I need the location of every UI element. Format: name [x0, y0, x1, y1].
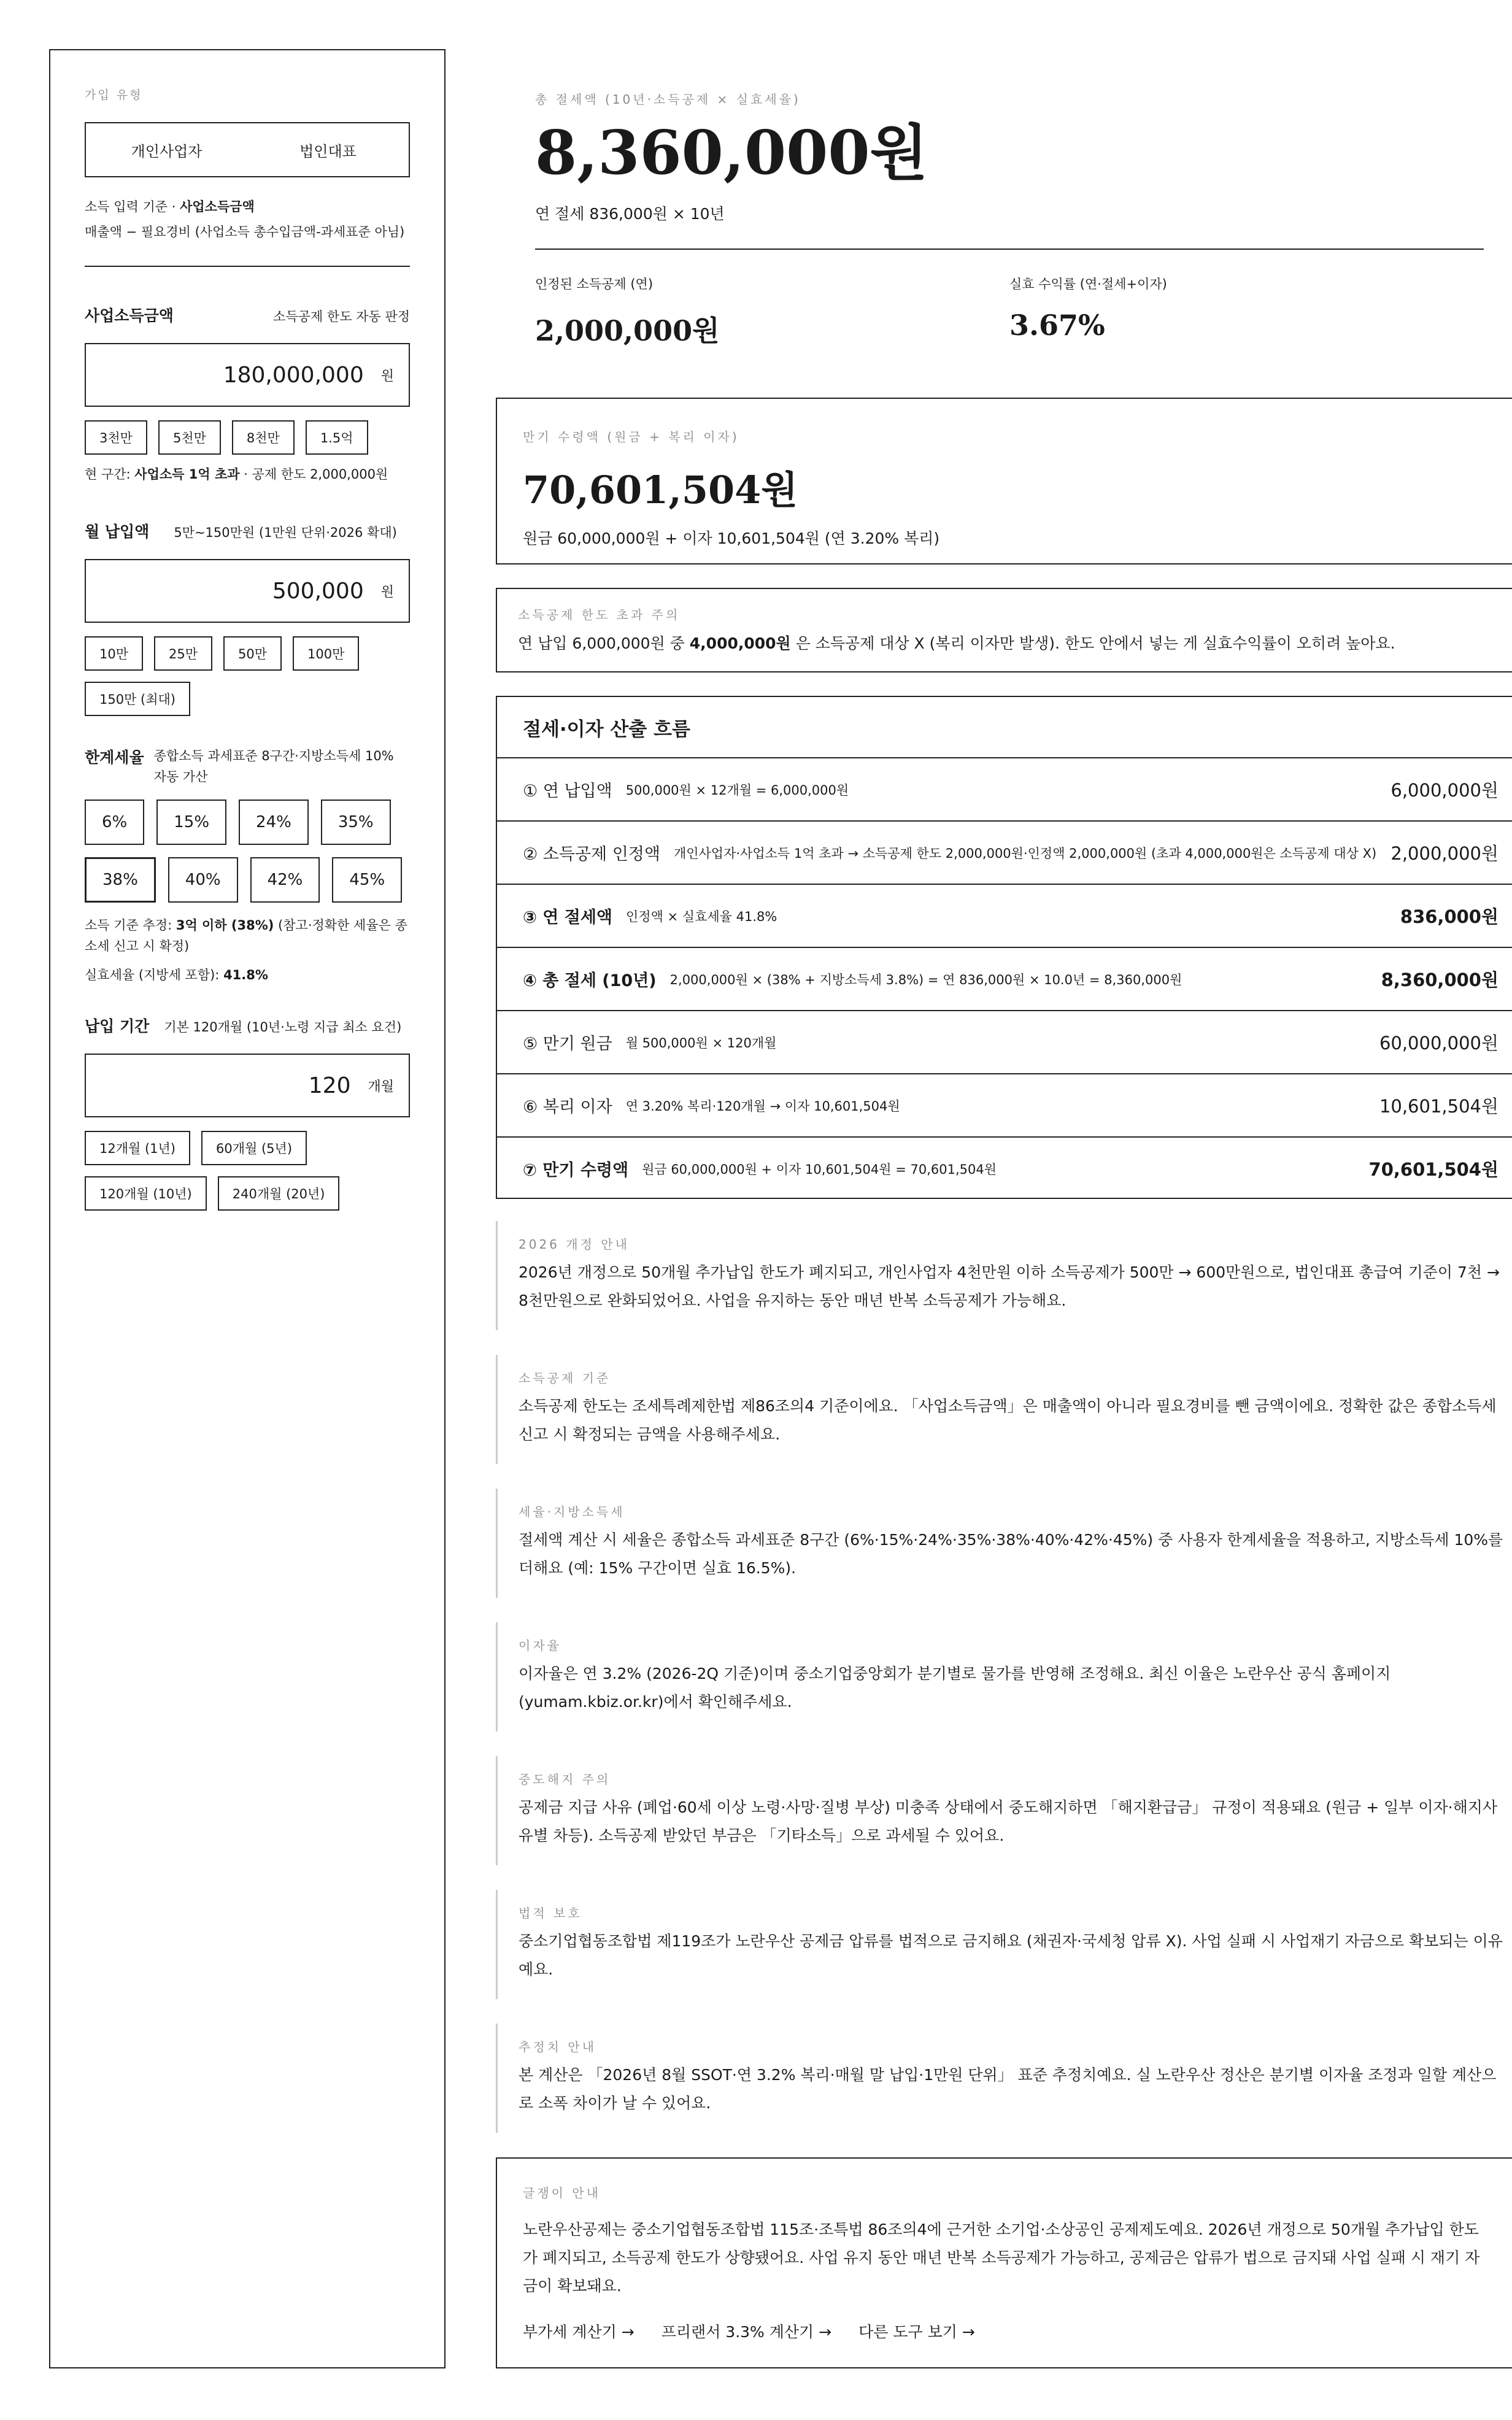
monthly-presets	[85, 636, 410, 716]
period-preset-60[interactable]: 60개월 (5년)	[201, 1131, 307, 1165]
rate-option-35[interactable]: 35%	[321, 800, 391, 845]
note-body: 2026년 개정으로 50개월 추가납입 한도가 폐지되고, 개인사업자 4천만원 이하 소득공제가 500만 → 600만원으로, 법인대표 총급여 기준이 7천 → 8천만원으로 완화되었어요. 사업을 유지하는 동안 매년 반복 소득공제가 가능해요.	[519, 1263, 1500, 1309]
total-saving-detail: 연 절세 836,000원 × 10년	[535, 205, 725, 223]
monthly-value: 500,000	[272, 578, 364, 604]
flow-row-name: ④ 총 절세 (10년)	[523, 971, 657, 990]
summary-divider	[535, 249, 1484, 250]
total-saving-label: 총 절세액 (10년·소득공제 × 실효세율)	[535, 92, 801, 107]
flow-row-detail: 개인사업자·사업소득 1억 초과 → 소득공제 한도 2,000,000원·인정액 2,000,000원 (초과 4,000,000원은 소득공제 대상 X)	[673, 846, 1377, 861]
note-body: 이자율은 연 3.2% (2026-2Q 기준)이며 중소기업중앙회가 분기별로 물가를 반영해 조정해요. 최신 이율은 노란우산 공식 홈페이지 (yumam.kbiz.or.kr)에서 확인해주세요.	[519, 1665, 1391, 1711]
flow-row-name: ① 연 납입액	[523, 782, 612, 801]
income-unit: 원	[380, 368, 394, 384]
flow-row-detail: 2,000,000원 × (38% + 지방소득세 3.8%) = 연 836,000원 × 10.0년 = 8,360,000원	[669, 972, 1182, 987]
flow-title: 절세·이자 산출 흐름	[523, 718, 690, 741]
rate-hint: 종합소득 과세표준 8구간·지방소득세 10% 자동 가산	[153, 749, 394, 784]
flow-row-deduction-recognized	[497, 820, 1512, 884]
writer-guide-card	[496, 2157, 1512, 2368]
yield-kpi	[1009, 274, 1484, 349]
join-type-corporate-option[interactable]: 법인대표	[299, 142, 357, 160]
period-preset-120[interactable]: 120개월 (10년)	[85, 1176, 207, 1211]
period-preset-12[interactable]: 12개월 (1년)	[85, 1131, 190, 1165]
flow-row-value: 10,601,504원	[1379, 1096, 1498, 1117]
rate-options	[85, 800, 410, 903]
income-hint: 소득공제 한도 자동 판정	[273, 309, 410, 324]
period-hint: 기본 120개월 (10년·노령 지급 최소 요건)	[164, 1020, 402, 1035]
flow-row-annual-payment	[497, 757, 1512, 820]
effective-bold: 41.8%	[223, 968, 268, 982]
note-body: 중소기업협동조합법 제119조가 노란우산 공제금 압류를 법적으로 금지해요 (채권자·국세청 압류 X). 사업 실패 시 사업재기 자금으로 확보되는 이유예요.	[519, 1932, 1503, 1978]
estimate-bold: 3억 이하 (38%)	[176, 918, 274, 933]
note-interest-rate	[496, 1622, 1508, 1732]
total-saving-value: 8,360,000원	[535, 118, 928, 188]
monthly-preset-100k[interactable]: 10만	[85, 636, 143, 671]
maturity-value: 70,601,504원	[523, 468, 798, 512]
monthly-label: 월 납입액	[85, 523, 150, 541]
join-type-toggle	[85, 122, 410, 177]
note-deduction-basis	[496, 1355, 1508, 1464]
flow-row-maturity-total	[497, 1136, 1512, 1200]
rate-label: 한계세율	[85, 749, 144, 766]
note-body: 공제금 지급 사유 (폐업·60세 이상 노령·사망·질병 부상) 미충족 상태에서 중도해지하면 「해지환급금」 규정이 적용돼요 (원금 + 일부 이자·해지사유별 차등). 소득공제 받았던 부금은 「기타소득」으로 과세될 수 있어요.	[519, 1798, 1498, 1844]
note-heading: 세율·지방소득세	[519, 1505, 625, 1519]
rate-option-45[interactable]: 45%	[332, 857, 402, 903]
flow-row-principal	[497, 1010, 1512, 1073]
note-heading: 2026 개정 안내	[519, 1237, 630, 1252]
estimate-suffix: (참고·정확한 세율은 종소세 신고 시 확정)	[85, 918, 407, 954]
income-field-header	[85, 304, 410, 326]
bracket-bold: 사업소득 1억 초과	[134, 467, 240, 482]
note-early-termination	[496, 1756, 1508, 1865]
deduction-value: 2,000,000원	[535, 314, 720, 347]
note-tax-rate	[496, 1489, 1508, 1598]
warning-prefix: 연 납입 6,000,000원 중	[518, 634, 690, 652]
flow-row-detail: 500,000원 × 12개월 = 6,000,000원	[625, 782, 849, 798]
guide-label: 글쟁이 안내	[523, 2186, 601, 2200]
flow-row-detail: 연 3.20% 복리·120개월 → 이자 10,601,504원	[625, 1098, 900, 1114]
rate-option-15[interactable]: 15%	[156, 800, 226, 845]
monthly-hint: 5만~150만원 (1만원 단위·2026 확대)	[174, 525, 397, 540]
flow-row-detail: 인정액 × 실효세율 41.8%	[626, 909, 777, 924]
flow-row-value: 2,000,000원	[1390, 843, 1498, 864]
rate-estimate-note	[85, 915, 410, 957]
bracket-prefix: 현 구간:	[85, 467, 135, 482]
income-value: 180,000,000	[223, 362, 364, 388]
effective-rate-note	[85, 960, 410, 990]
warning-bold: 4,000,000원	[689, 634, 791, 652]
calculator-input-panel	[49, 49, 446, 2368]
note-2026-revision	[496, 1221, 1508, 1330]
income-presets	[85, 420, 410, 455]
divider	[85, 266, 410, 267]
income-preset-80m[interactable]: 8천만	[232, 420, 295, 455]
vat-calculator-link[interactable]: 부가세 계산기 →	[523, 2323, 634, 2341]
income-basis-prefix: 소득 입력 기준 ·	[85, 199, 180, 214]
flow-row-detail: 원금 60,000,000원 + 이자 10,601,504원 = 70,601,504원	[642, 1162, 997, 1177]
flow-row-name: ③ 연 절세액	[523, 908, 612, 927]
maturity-detail: 원금 60,000,000원 + 이자 10,601,504원 (연 3.20% 복리)	[523, 530, 940, 547]
income-basis-note	[85, 192, 410, 242]
related-tools-links	[523, 2320, 1487, 2342]
yield-value: 3.67%	[1009, 309, 1105, 342]
other-tools-link[interactable]: 다른 도구 보기 →	[858, 2323, 975, 2341]
flow-row-detail: 월 500,000원 × 120개월	[625, 1035, 777, 1050]
monthly-unit: 원	[380, 584, 394, 600]
rate-option-40[interactable]: 40%	[168, 857, 238, 903]
join-type-individual-option[interactable]: 개인사업자	[131, 142, 202, 160]
monthly-preset-250k[interactable]: 25만	[154, 636, 212, 671]
period-field-header	[85, 1014, 410, 1036]
rate-option-42[interactable]: 42%	[250, 857, 320, 903]
note-estimate	[496, 2024, 1508, 2133]
period-unit: 개월	[368, 1079, 394, 1095]
guide-body: 노란우산공제는 중소기업협동조합법 115조·조특법 86조의4에 근거한 소기업·소상공인 공제제도예요. 2026년 개정으로 50개월 추가납입 한도가 폐지되고, 소득공제 한도가 상향됐어요. 사업 유지 동안 매년 반복 소득공제가 가능하고, 공제금은 압류가 법으로 금지돼 사업 실패 시 재기 자금이 확보돼요.	[523, 2221, 1480, 2295]
flow-row-value: 60,000,000원	[1379, 1033, 1498, 1054]
warning-label: 소득공제 한도 초과 주의	[518, 607, 681, 622]
kpi-row	[535, 274, 1484, 349]
note-body: 소득공제 한도는 조세특례제한법 제86조의4 기준이에요. 「사업소득금액」은 매출액이 아니라 필요경비를 뺀 금액이에요. 정확한 값은 종합소득세 신고 시 확정되는 금액을 사용해주세요.	[519, 1397, 1497, 1443]
monthly-preset-500k[interactable]: 50만	[223, 636, 282, 671]
monthly-field-header	[85, 520, 410, 542]
rate-option-24[interactable]: 24%	[239, 800, 309, 845]
monthly-input[interactable]	[85, 559, 410, 623]
income-basis-detail: 매출액 − 필요경비 (사업소득 총수입금액-과세표준 아님)	[85, 225, 405, 239]
note-body: 절세액 계산 시 세율은 종합소득 과세표준 8구간 (6%·15%·24%·35%·38%·40%·42%·45%) 중 사용자 한계세율을 적용하고, 지방소득세 10%를 더해요 (예: 15% 구간이면 실효 16.5%).	[519, 1531, 1503, 1577]
note-heading: 소득공제 기준	[519, 1371, 611, 1385]
note-body: 본 계산은 「2026년 8월 SSOT·연 3.2% 복리·매월 말 납입·1만원 단위」 표준 추정치예요. 실 노란우산 정산은 분기별 이자율 조정과 일할 계산으로 소폭 차이가 날 수 있어요.	[519, 2066, 1497, 2112]
income-preset-30m[interactable]: 3천만	[85, 420, 147, 455]
note-heading: 이자율	[519, 1638, 561, 1653]
rate-field-header	[85, 746, 410, 787]
flow-row-annual-saving	[497, 884, 1512, 947]
flow-row-value: 6,000,000원	[1390, 780, 1498, 801]
income-label: 사업소득금액	[85, 307, 174, 325]
note-heading: 법적 보호	[519, 1906, 582, 1921]
monthly-preset-1m[interactable]: 100만	[293, 636, 359, 671]
warning-suffix: 은 소득공제 대상 X (복리 이자만 발생). 한도 안에서 넣는 게 실효수익률이 오히려 높아요.	[790, 634, 1395, 652]
income-basis-bold: 사업소득금액	[180, 199, 255, 214]
estimate-prefix: 소득 기준 추정:	[85, 918, 176, 933]
flow-row-value: 8,360,000원	[1381, 969, 1498, 990]
maturity-card	[496, 398, 1512, 565]
deduction-label: 인정된 소득공제 (연)	[535, 277, 654, 291]
flow-row-total-saving	[497, 947, 1512, 1010]
flow-row-name: ⑥ 복리 이자	[523, 1098, 612, 1117]
join-type-label: 가입 유형	[85, 88, 143, 102]
calculation-flow-table	[496, 696, 1512, 1199]
deduction-kpi	[535, 274, 1009, 349]
flow-row-name: ⑤ 만기 원금	[523, 1035, 612, 1054]
result-summary	[535, 90, 1484, 349]
period-presets	[85, 1131, 410, 1211]
maturity-label: 만기 수령액 (원금 + 복리 이자)	[523, 430, 739, 444]
effective-prefix: 실효세율 (지방세 포함):	[85, 968, 224, 982]
period-value: 120	[308, 1073, 351, 1098]
period-label: 납입 기간	[85, 1017, 150, 1035]
flow-row-name: ⑦ 만기 수령액	[523, 1161, 629, 1180]
yield-label: 실효 수익률 (연·절세+이자)	[1009, 277, 1167, 291]
income-preset-150m[interactable]: 1.5억	[306, 420, 368, 455]
flow-row-value: 70,601,504원	[1368, 1159, 1498, 1180]
flow-row-name: ② 소득공제 인정액	[523, 845, 660, 864]
flow-row-compound-interest	[497, 1073, 1512, 1136]
income-preset-50m[interactable]: 5천만	[158, 420, 221, 455]
period-input[interactable]	[85, 1054, 410, 1117]
note-heading: 추정치 안내	[519, 2040, 596, 2054]
note-heading: 중도해지 주의	[519, 1772, 611, 1787]
bracket-suffix: · 공제 한도 2,000,000원	[239, 467, 388, 482]
income-bracket-note	[85, 460, 410, 489]
deduction-limit-warning	[496, 588, 1512, 672]
income-input[interactable]	[85, 343, 410, 407]
rate-option-38-selected[interactable]: 38%	[85, 857, 156, 903]
rate-option-6[interactable]: 6%	[85, 800, 144, 845]
monthly-preset-1.5m-max[interactable]: 150만 (최대)	[85, 682, 190, 716]
freelancer-tax-calculator-link[interactable]: 프리랜서 3.3% 계산기 →	[661, 2323, 832, 2341]
flow-rows	[497, 757, 1512, 1200]
warning-text	[518, 631, 1492, 653]
note-legal-protection	[496, 1890, 1508, 1999]
flow-row-value: 836,000원	[1400, 906, 1498, 927]
period-preset-240[interactable]: 240개월 (20년)	[218, 1176, 340, 1211]
